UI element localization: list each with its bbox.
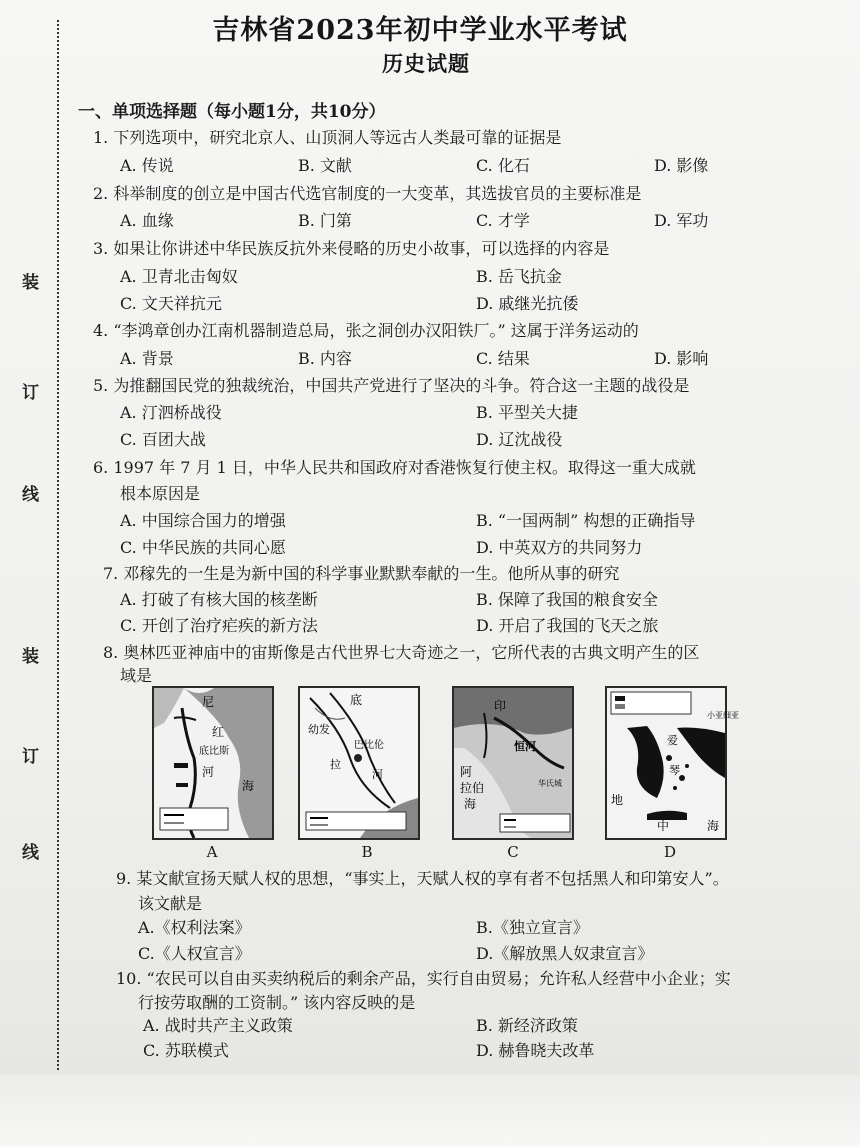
map-label: 底 <box>350 693 363 707</box>
map-label: 海 <box>242 779 255 793</box>
map-greece <box>605 686 739 840</box>
option: D. 开启了我国的飞天之旅 <box>476 616 659 635</box>
option: A. 汀泗桥战役 <box>120 403 222 422</box>
option: D. 军功 <box>654 211 709 230</box>
option: D. 影响 <box>654 349 709 368</box>
option: A. 打破了有核大国的核垄断 <box>120 590 318 609</box>
option: A. 中国综合国力的增强 <box>120 511 286 530</box>
option: A. 背景 <box>120 349 174 368</box>
map-label: 印 <box>494 699 507 713</box>
map-label: 海 <box>464 797 477 811</box>
question-stem: 8. 奥林匹亚神庙中的宙斯像是古代世界七大奇迹之一，它所代表的古典文明产生的区 <box>103 643 700 662</box>
question-stem-continued: 该文献是 <box>138 894 203 913</box>
option: D. 辽沈战役 <box>476 430 563 449</box>
option: B. 平型关大捷 <box>476 403 578 422</box>
option: A. 传说 <box>120 156 174 175</box>
map-label: 巴比伦 <box>354 740 384 751</box>
map-label: 红 <box>212 725 225 739</box>
option: C. 才学 <box>476 211 530 230</box>
map-india-drawing <box>454 688 572 838</box>
question-stem: 9. 某文献宣扬天赋人权的思想，“事实上，天赋人权的享有者不包括黑人和印第安人”。 <box>116 869 729 888</box>
option: D. 影像 <box>654 156 709 175</box>
map-label: 中 <box>657 819 670 833</box>
option: A.《权利法案》 <box>138 918 251 937</box>
question-stem: 7. 邓稼先的一生是为新中国的科学事业默默奉献的一生。他所从事的研究 <box>103 564 620 583</box>
option: A. 战时共产主义政策 <box>143 1016 293 1035</box>
binding-dotted-line <box>57 20 59 1070</box>
binding-char: 订 <box>22 383 39 403</box>
option: C. 化石 <box>476 156 530 175</box>
map-label-d: D <box>663 843 677 861</box>
map-greece-drawing <box>607 688 739 838</box>
map-label: 地 <box>611 793 624 807</box>
exam-subtitle: 历史试题 <box>382 51 470 76</box>
option: B. 文献 <box>298 156 352 175</box>
option: C. 结果 <box>476 349 530 368</box>
binding-char: 订 <box>22 747 39 767</box>
exam-title: 吉林省2023年初中学业水平考试 <box>212 15 628 46</box>
option: C.《人权宣言》 <box>138 944 251 963</box>
map-mesopotamia <box>298 686 420 840</box>
option: C. 开创了治疗疟疾的新方法 <box>120 616 318 635</box>
question-stem-continued: 根本原因是 <box>120 484 201 503</box>
option: C. 苏联模式 <box>143 1041 229 1060</box>
map-label-b: B <box>361 843 373 861</box>
map-label: 爱 <box>667 734 678 747</box>
option: D. 戚继光抗倭 <box>476 294 579 313</box>
option: A. 血缘 <box>120 211 174 230</box>
binding-char: 线 <box>22 843 39 863</box>
binding-char: 装 <box>22 273 39 293</box>
question-stem: 6. 1997 年 7 月 1 日，中华人民共和国政府对香港恢复行使主权。取得这一重大成就 <box>93 458 696 477</box>
option: B.《独立宣言》 <box>476 918 589 937</box>
binding-char: 装 <box>22 647 39 667</box>
map-label: 幼发 <box>308 723 330 736</box>
question-stem: 3. 如果让你讲述中华民族反抗外来侵略的历史小故事，可以选择的内容是 <box>93 239 610 258</box>
map-label: 海 <box>707 819 720 833</box>
option: C. 中华民族的共同心愿 <box>120 538 286 557</box>
option: B. 岳飞抗金 <box>476 267 562 286</box>
option: B. 新经济政策 <box>476 1016 578 1035</box>
map-india <box>452 686 574 840</box>
question-stem-continued: 域是 <box>120 666 153 685</box>
option: D. 中英双方的共同努力 <box>476 538 643 557</box>
map-mesopotamia-drawing <box>300 688 418 838</box>
map-egypt <box>152 686 274 840</box>
paper-bottom-shadow <box>0 1075 860 1147</box>
map-label-c: C <box>507 843 519 861</box>
option: C. 百团大战 <box>120 430 206 449</box>
map-label: 尼 <box>202 695 215 709</box>
binding-char: 线 <box>22 485 39 505</box>
map-egypt-drawing <box>154 688 272 838</box>
map-label: 小亚细亚 <box>707 711 739 720</box>
map-label: 拉 <box>330 758 341 771</box>
question-stem: 4. “李鸿章创办江南机器制造总局，张之洞创办汉阳铁厂。” 这属于洋务运动的 <box>93 321 639 340</box>
map-label: 底比斯 <box>199 746 229 757</box>
question-stem: 2. 科举制度的创立是中国古代选官制度的一大变革，其选拔官员的主要标准是 <box>93 184 642 203</box>
option: B. 保障了我国的粮食安全 <box>476 590 658 609</box>
option: C. 文天祥抗元 <box>120 294 222 313</box>
option: D.《解放黑人奴隶宣言》 <box>476 944 654 963</box>
option: B. 内容 <box>298 349 352 368</box>
option: D. 赫鲁晓夫改革 <box>476 1041 595 1060</box>
map-label: 阿 <box>460 765 473 779</box>
option: A. 卫青北击匈奴 <box>120 267 238 286</box>
map-label: 华氏城 <box>538 779 562 788</box>
map-label: 琴 <box>669 764 680 777</box>
map-label-a: A <box>206 843 218 861</box>
question-stem: 1. 下列选项中，研究北京人、山顶洞人等远古人类最可靠的证据是 <box>93 128 562 147</box>
question-stem: 5. 为推翻国民党的独裁统治，中国共产党进行了坚决的斗争。符合这一主题的战役是 <box>93 376 690 395</box>
map-label: 河 <box>202 765 215 779</box>
question-stem-continued: 行按劳取酬的工资制。” 该内容反映的是 <box>138 993 416 1012</box>
option: B. 门第 <box>298 211 352 230</box>
map-label: 河 <box>372 768 383 781</box>
question-stem: 10. “农民可以自由买卖纳税后的剩余产品，实行自由贸易；允许私人经营中小企业；实 <box>116 969 731 988</box>
section-heading: 一、单项选择题（每小题1分，共10分） <box>78 102 386 122</box>
option: B. “一国两制” 构想的正确指导 <box>476 511 696 530</box>
map-label: 拉伯 <box>460 781 485 795</box>
map-label: 恒河 <box>514 740 536 753</box>
